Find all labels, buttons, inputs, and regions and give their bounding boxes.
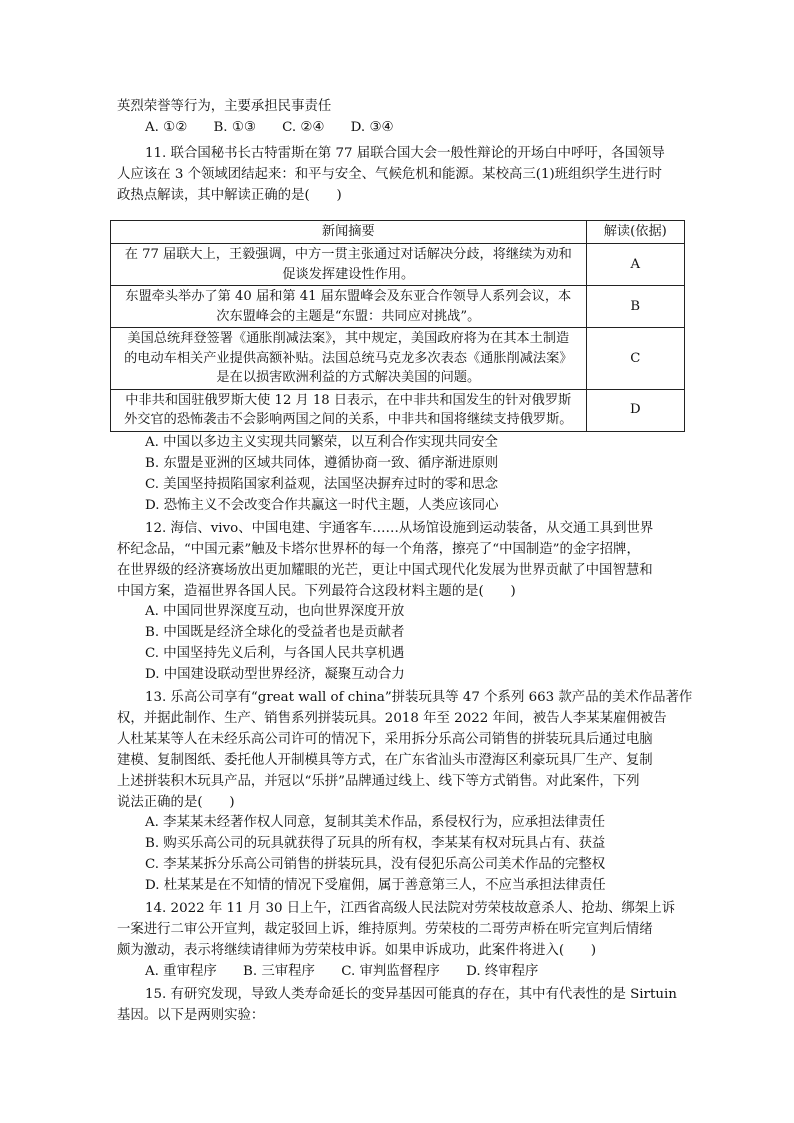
q14-options	[145, 961, 560, 982]
q10-option-a[interactable]: A. ①②	[145, 120, 188, 135]
news-summary-cell	[111, 389, 587, 431]
table-row	[111, 286, 685, 328]
q13-option-a[interactable]: A. 李某某未经著作权人同意，复制其美术作品，系侵权行为，应承担法律责任	[145, 815, 606, 830]
q14-option-c[interactable]: C. 审判监督程序	[341, 964, 440, 979]
header-interpretation: 解读(依据)	[586, 221, 684, 244]
q11-option-c[interactable]: C. 美国坚持损陷国家利益观，法国坚决摒弃过时的零和思念	[145, 477, 499, 492]
q14-option-a[interactable]: A. 重审程序	[145, 964, 217, 979]
q12-option-b[interactable]: B. 中国既是经济全球化的受益者也是贡献者	[145, 625, 405, 640]
q10-option-b[interactable]: B. ①③	[213, 120, 256, 135]
summary-line: 东盟牵头举办了第 40 届和第 41 届东盟峰会及东亚合作领导人系列会议，本	[125, 289, 572, 304]
q14-stem-line: 颇为激动，表示将继续请律师为劳荣枝申诉。如果申诉成功，此案件将进入( )	[117, 943, 597, 958]
q11-option-b[interactable]: B. 东盟是亚洲的区域共同体，遵循协商一致、循序渐进原则	[145, 456, 499, 471]
q12-option-a[interactable]: A. 中国同世界深度互动，也向世界深度开放	[145, 604, 405, 619]
q12-option-d[interactable]: D. 中国建设联动型世界经济，凝聚互动合力	[145, 667, 405, 682]
q13-option-b[interactable]: B. 购买乐高公司的玩具就获得了玩具的所有权，李某某有权对玩具占有、获益	[145, 836, 606, 851]
q15-stem-line: 基因。以下是两则实验：	[117, 1008, 265, 1023]
q13-option-c[interactable]: C. 李某某拆分乐高公司销售的拼装玩具，没有侵犯乐高公司美术作品的完整权	[145, 857, 606, 872]
q14-option-b[interactable]: B. 三审程序	[243, 964, 315, 979]
news-table	[110, 220, 685, 432]
answer-cell[interactable]: A	[586, 244, 684, 286]
table-row	[111, 244, 685, 286]
q14-option-d[interactable]: D. 终审程序	[466, 964, 539, 979]
q14-stem-line: 14. 2022 年 11 月 30 日上午，江西省高级人民法院对劳荣枝故意杀人、抢劫、绑架上诉	[145, 901, 676, 916]
answer-cell[interactable]: B	[586, 286, 684, 328]
q12-stem-line: 中国方案，造福世界各国人民。下列最符合这段材料主题的是( )	[117, 584, 516, 599]
q12-stem-line: 在世界级的经济赛场放出更加耀眼的光芒，更让中国式现代化发展为世界贡献了中国智慧和	[117, 563, 653, 578]
q13-stem-line: 人杜某某等人在未经乐高公司许可的情况下，采用拆分乐高公司销售的拼装玩具后通过电脑	[117, 732, 653, 747]
q11-stem-line: 人应该在 3 个领域团结起来：和平与安全、气候危机和能源。某校高三(1)班组织学生进行时	[117, 167, 662, 182]
q10-option-c[interactable]: C. ②④	[282, 120, 325, 135]
q13-option-d[interactable]: D. 杜某某是在不知情的情况下受雇佣，属于善意第三人，不应当承担法律责任	[145, 878, 606, 893]
q13-stem-line: 建模、复制图纸、委托他人开制模具等方式，在广东省汕头市澄海区利豪玩具厂生产、复制	[117, 753, 653, 768]
summary-line: 在 77 届联大上，王毅强调，中方一贯主张通过对话解决分歧，将继续为劝和	[124, 247, 572, 262]
q15-stem-line: 15. 有研究发现，导致人类寿命延长的变异基因可能真的存在，其中有代表性的是 Sirtuin	[145, 987, 677, 1002]
q11-stem-line: 11. 联合国秘书长古特雷斯在第 77 届联合国大会一般性辩论的开场白中呼吁，各国领导	[145, 146, 665, 161]
q11-option-a[interactable]: A. 中国以多边主义实现共同繁荣，以互利合作实现共同安全	[145, 435, 498, 450]
q14-stem-line: 一案进行二审公开宣判，裁定驳回上诉，维持原判。劳荣枝的二哥劳声桥在听完宣判后情绪	[117, 922, 653, 937]
q13-stem-line: 说法正确的是( )	[117, 795, 235, 810]
q13-stem-line: 13. 乐高公司享有“great wall of china”拼装玩具等 47 个系列 663 款产品的美术作品著作	[145, 690, 693, 705]
q10-option-d[interactable]: D. ③④	[350, 120, 394, 135]
news-summary-cell	[111, 286, 587, 328]
summary-line: 中非共和国驻俄罗斯大使 12 月 18 日表示，在中非共和国发生的针对俄罗斯	[125, 392, 572, 408]
summary-line: 是在以损害欧洲利益的方式解决美国的问题。	[216, 370, 481, 385]
summary-line: 次东盟峰会的主题是“东盟：共同应对挑战”。	[216, 308, 481, 324]
q11-stem-line: 政热点解读，其中解读正确的是( )	[117, 188, 342, 203]
news-summary-cell	[111, 328, 587, 390]
q10-options	[145, 117, 415, 138]
table-header-row	[111, 221, 685, 244]
q12-stem-line: 12. 海信、vivo、中国电建、宇通客车……从场馆设施到运动装备，从交通工具到世界	[145, 521, 654, 536]
summary-line: 的电动车相关产业提供高额补贴。法国总统马克龙多次表态《通胀削减法案》	[124, 350, 573, 366]
summary-line: 外交官的恐怖袭击不会影响两国之间的关系，中非共和国将继续支持俄罗斯。	[124, 412, 573, 427]
table-row	[111, 389, 685, 431]
news-summary-cell	[111, 244, 587, 286]
q12-stem-line: 杯纪念品，“中国元素”触及卡塔尔世界杯的每一个角落，擦亮了“中国制造”的金字招牌，	[117, 542, 640, 557]
table-row	[111, 328, 685, 390]
q11-option-d[interactable]: D. 恐怖主义不会改变合作共赢这一时代主题，人类应该同心	[145, 498, 499, 513]
summary-line: 促谈发挥建设性作用。	[282, 266, 415, 282]
answer-cell[interactable]: C	[586, 328, 684, 390]
q10-tail-text: 英烈荣誉等行为，主要承担民事责任	[117, 99, 332, 114]
answer-cell[interactable]: D	[586, 389, 684, 431]
q12-option-c[interactable]: C. 中国坚持先义后利，与各国人民共享机遇	[145, 646, 405, 661]
q13-stem-line: 权，并据此制作、生产、销售系列拼装玩具。2018 年至 2022 年间，被告人李某某雇佣被告	[117, 711, 667, 726]
q13-stem-line: 上述拼装积木玩具产品，并冠以“乐拼”品牌通过线上、线下等方式销售。对此案件，下列	[117, 774, 640, 789]
header-news-summary: 新闻摘要	[111, 221, 587, 244]
summary-line: 美国总统拜登签署《通胀削减法案》，其中规定，美国政府将为在其本土制造	[127, 331, 570, 346]
